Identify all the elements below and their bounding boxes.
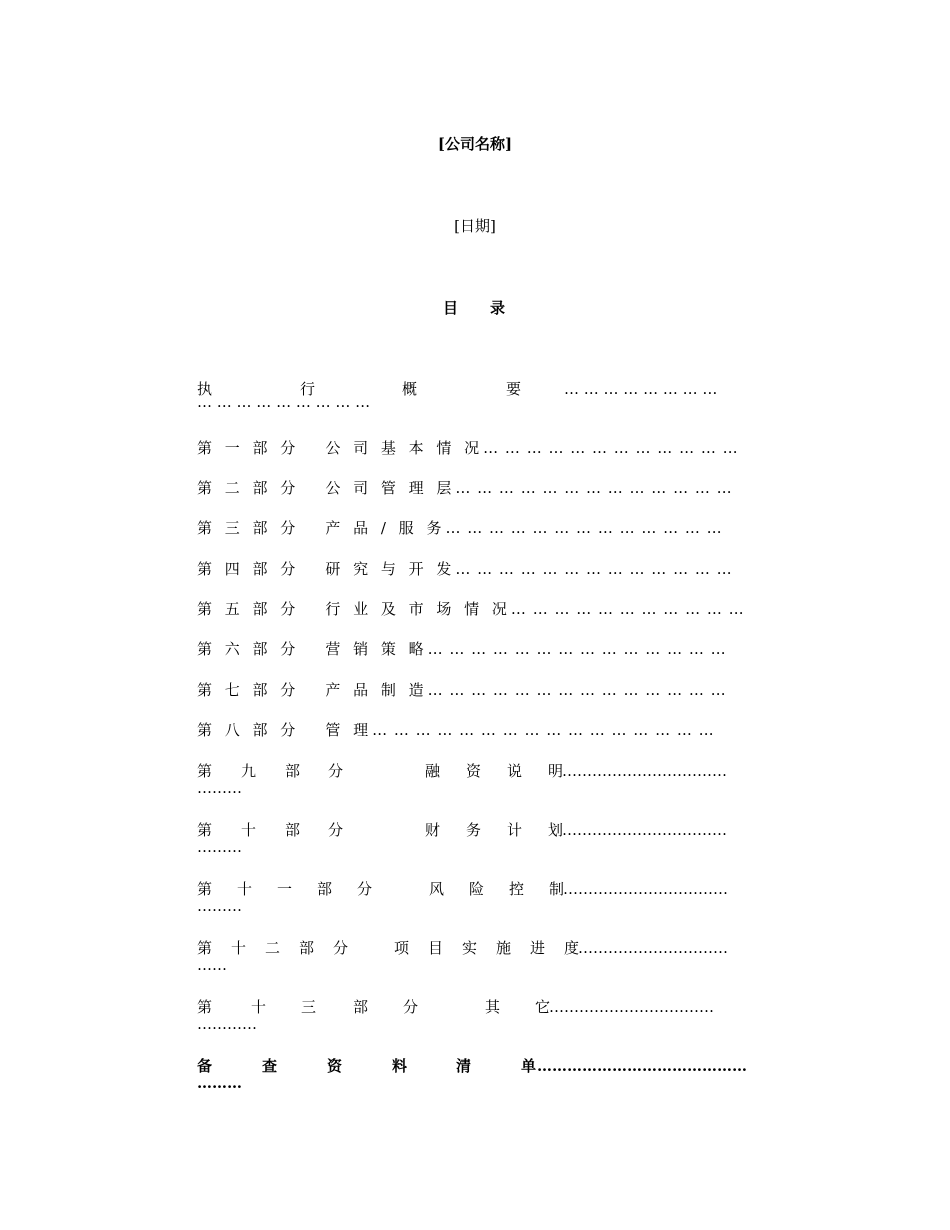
toc-entry-part-2[interactable] xyxy=(197,479,757,498)
toc-entry-title: 公 司 管 理 层 xyxy=(325,479,456,497)
toc-entry-char: 风 xyxy=(429,880,445,898)
toc-entry-char: 清 xyxy=(456,1057,472,1075)
toc-entry-part: 第 五 部 分 xyxy=(197,600,300,618)
toc-entry-char: 财 xyxy=(425,821,441,839)
toc-entry-part: 第 八 部 分 xyxy=(197,721,300,739)
toc-entry-dots-continued: ………… xyxy=(197,1015,257,1033)
toc-entry-char: 单 xyxy=(521,1057,537,1075)
toc-entry-dots-continued: ……… xyxy=(197,1074,242,1092)
toc-entry-part-12[interactable] xyxy=(197,939,749,975)
toc-entry-char: 分 xyxy=(333,939,349,957)
toc-entry-part-8[interactable] xyxy=(197,721,757,740)
toc-entry-char: 计 xyxy=(507,821,523,839)
toc-entry-char: 三 xyxy=(301,998,317,1016)
toc-entry-part: 第 二 部 分 xyxy=(197,479,300,497)
company-name: [公司名称] xyxy=(437,135,513,153)
toc-entry-part: 第 七 部 分 xyxy=(197,681,300,699)
toc-entry-char: 融 xyxy=(425,762,441,780)
toc-entry-part-7[interactable] xyxy=(197,681,757,700)
toc-entry-char: 施 xyxy=(496,939,512,957)
toc-entry-char: 要 xyxy=(506,380,522,398)
document-date: [日期] xyxy=(454,217,496,235)
toc-entry-dots: …………………………… xyxy=(562,821,727,839)
toc-entry-dots: … … … … … … … … xyxy=(564,380,718,398)
toc-entry-char: 概 xyxy=(402,380,418,398)
toc-entry-char: 二 xyxy=(265,939,281,957)
toc-entry-char: 第 xyxy=(197,762,213,780)
toc-entry-char: 查 xyxy=(262,1057,278,1075)
toc-entry-part-10[interactable] xyxy=(197,821,745,857)
toc-entry-char: 料 xyxy=(392,1057,408,1075)
toc-entry-char: 一 xyxy=(277,880,293,898)
toc-entry-char: 务 xyxy=(466,821,482,839)
toc-entry-part: 第 六 部 分 xyxy=(197,640,300,658)
toc-entry-char: 执 xyxy=(197,380,213,398)
toc-entry-part-11[interactable] xyxy=(197,880,749,916)
toc-entry-appendix[interactable] xyxy=(197,1057,753,1093)
toc-entry-char: 行 xyxy=(300,380,316,398)
toc-entry-char: 分 xyxy=(403,998,419,1016)
toc-entry-title: 研 究 与 开 发 xyxy=(325,560,456,578)
toc-entry-char: 资 xyxy=(327,1057,343,1075)
toc-entry-dots: … … … … … … … … … … … … … xyxy=(455,479,733,497)
toc-title-left: 目 xyxy=(442,299,460,317)
toc-entry-title: 管 理 xyxy=(325,721,373,739)
toc-entry-char: 第 xyxy=(197,821,213,839)
toc-entry-char: 分 xyxy=(357,880,373,898)
toc-entry-dots-continued: …… xyxy=(197,956,227,974)
toc-entry-char: 九 xyxy=(241,762,257,780)
toc-entry-char: 目 xyxy=(428,939,444,957)
toc-entry-char: 第 xyxy=(197,880,213,898)
toc-entry-title: 营 销 策 略 xyxy=(325,640,428,658)
toc-entry-part: 第 四 部 分 xyxy=(197,560,300,578)
toc-entry-char: 部 xyxy=(299,939,315,957)
toc-entry-char: 控 xyxy=(509,880,525,898)
toc-entry-char: 险 xyxy=(469,880,485,898)
toc-entry-dots: … … … … … … … … … … … … … … … … xyxy=(372,721,715,739)
toc-entry-dots: … … … … … … … … … … … … … xyxy=(445,519,723,537)
toc-entry-char: 十 xyxy=(231,939,247,957)
toc-entry-char: 部 xyxy=(317,880,333,898)
toc-entry-char: 度 xyxy=(564,939,580,957)
toc-entry-title: 行 业 及 市 场 情 况 xyxy=(325,600,511,618)
toc-entry-part-1[interactable] xyxy=(197,439,757,458)
toc-entry-part: 第 三 部 分 xyxy=(197,519,300,537)
toc-entry-char: 资 xyxy=(466,762,482,780)
toc-entry-char: 项 xyxy=(394,939,410,957)
toc-entry-char: 明 xyxy=(548,762,564,780)
toc-entry-char: 部 xyxy=(285,821,301,839)
toc-entry-dots: ………………………… xyxy=(578,939,728,957)
toc-entry-char: 十 xyxy=(237,880,253,898)
toc-entry-char: 十 xyxy=(241,821,257,839)
toc-entry-char: 制 xyxy=(549,880,565,898)
toc-entry-dots-continued: ……… xyxy=(197,838,242,856)
toc-entry-char: 划 xyxy=(548,821,564,839)
toc-entry-dots: … … … … … … … … … … … … xyxy=(483,439,739,457)
toc-entry-part-13[interactable] xyxy=(197,998,749,1034)
toc-entry-dots: … … … … … … … … … … … … … … xyxy=(427,681,727,699)
toc-entry-dots-continued: ……… xyxy=(197,779,242,797)
toc-entry-dots-continued: … … … … … … … … … xyxy=(197,393,371,411)
toc-entry-dots: … … … … … … … … … … … … … xyxy=(455,560,733,578)
toc-entry-part-6[interactable] xyxy=(197,640,757,659)
toc-entry-part-5[interactable] xyxy=(197,600,757,619)
toc-entry-char: 第 xyxy=(197,998,213,1016)
toc-entry-char: 分 xyxy=(328,821,344,839)
toc-entry-exec-summary[interactable] xyxy=(197,380,749,412)
toc-entry-char: 实 xyxy=(462,939,478,957)
toc-title-right: 录 xyxy=(490,299,508,317)
toc-entry-part-4[interactable] xyxy=(197,560,757,579)
toc-entry-dots-continued: ……… xyxy=(197,897,242,915)
toc-entry-dots: … … … … … … … … … … … xyxy=(510,600,745,618)
toc-entry-title: 产 品 制 造 xyxy=(325,681,428,699)
toc-entry-dots: … … … … … … … … … … … … … … xyxy=(427,640,727,658)
toc-entry-char: 第 xyxy=(197,939,213,957)
toc-entry-part-9[interactable] xyxy=(197,762,745,798)
toc-entry-char: 进 xyxy=(530,939,546,957)
toc-entry-dots: …………………………… xyxy=(563,880,728,898)
toc-entry-part-3[interactable] xyxy=(197,519,757,538)
toc-entry-char: 其 xyxy=(485,998,501,1016)
toc-entry-dots: …………………………… xyxy=(562,762,727,780)
toc-entry-char: 部 xyxy=(285,762,301,780)
toc-title xyxy=(0,298,950,318)
toc-entry-dots: …………………………………… xyxy=(537,1057,747,1075)
toc-entry-char: 十 xyxy=(251,998,267,1016)
toc-entry-char: 说 xyxy=(507,762,523,780)
toc-entry-title: 公 司 基 本 情 况 xyxy=(325,439,484,457)
toc-entry-char: 备 xyxy=(197,1057,213,1075)
toc-entry-title: 产 品 / 服 务 xyxy=(325,519,446,537)
toc-entry-char: 它 xyxy=(535,998,551,1016)
toc-entry-dots: …………………………… xyxy=(549,998,714,1016)
toc-entry-part: 第 一 部 分 xyxy=(197,439,300,457)
toc-entry-char: 部 xyxy=(353,998,369,1016)
toc-entry-char: 分 xyxy=(328,762,344,780)
